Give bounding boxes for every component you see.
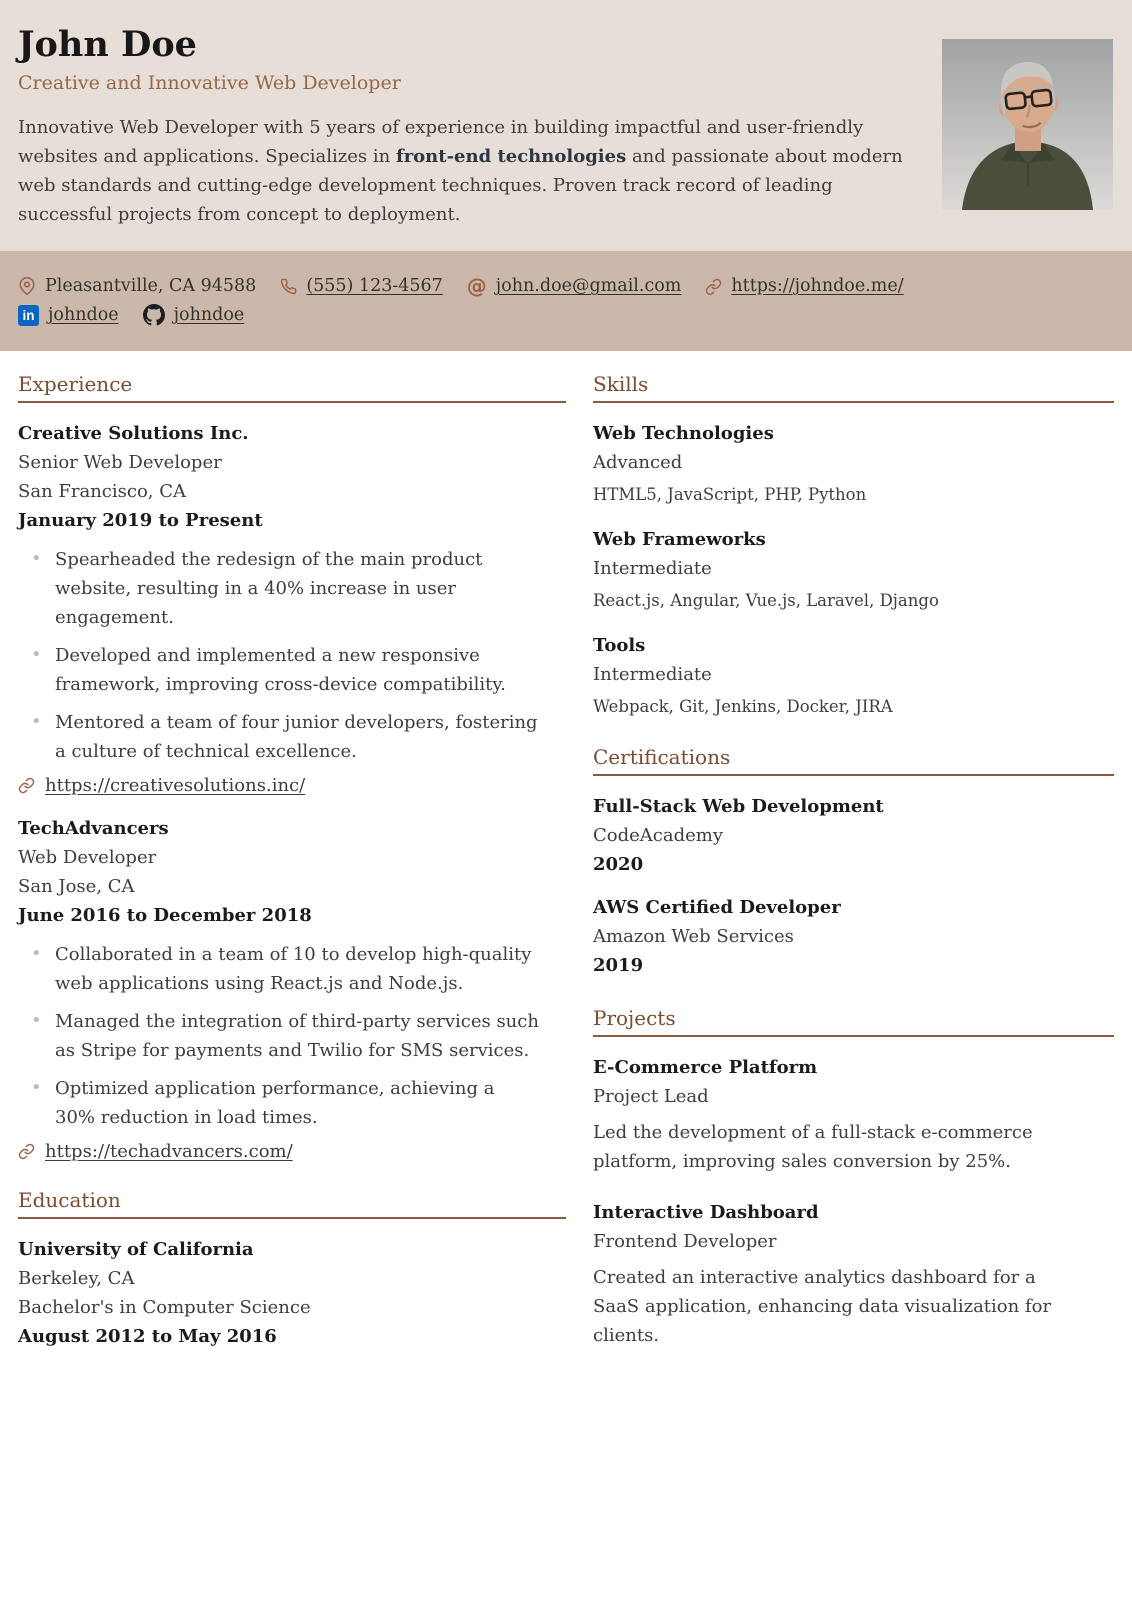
skill-group-name: Web Frameworks — [593, 529, 766, 550]
certification-issuer: Amazon Web Services — [593, 926, 794, 947]
achievement-item: • Managed the integration of third-party services such as Stripe for payments and Twilio for SMS services. — [18, 1007, 566, 1065]
linkedin-icon: in — [18, 305, 39, 326]
project-role: Project Lead — [593, 1086, 709, 1107]
github-username: johndoe — [173, 305, 245, 325]
contact-row-primary — [18, 276, 1114, 296]
company-name: TechAdvancers — [18, 818, 169, 839]
projects-title: Projects — [593, 1006, 1114, 1037]
location-item — [18, 276, 256, 296]
linkedin-username: johndoe — [48, 305, 119, 325]
project-item — [593, 1198, 1114, 1350]
contact-row-social — [18, 304, 1114, 326]
email-link[interactable] — [467, 276, 682, 296]
skills-title: Skills — [593, 372, 1114, 403]
degree: Bachelor's in Computer Science — [18, 1297, 311, 1318]
left-column — [18, 372, 566, 1377]
skill-group-name: Web Technologies — [593, 423, 774, 444]
project-name: Interactive Dashboard — [593, 1202, 819, 1223]
certification-item — [593, 893, 1114, 980]
certification-issuer: CodeAcademy — [593, 825, 724, 846]
resume-header — [0, 0, 1132, 251]
education-title: Education — [18, 1188, 566, 1219]
github-link[interactable] — [143, 304, 245, 326]
certification-item — [593, 792, 1114, 879]
certification-year: 2020 — [593, 854, 644, 875]
skills-section — [593, 372, 1114, 719]
skill-group — [593, 419, 1114, 507]
project-name: E-Commerce Platform — [593, 1057, 818, 1078]
experience-title: Experience — [18, 372, 566, 403]
company-link-row — [18, 775, 566, 796]
achievement-item: • Developed and implemented a new responsive framework, improving cross-device compatibility. — [18, 641, 566, 699]
skill-keywords: Webpack, Git, Jenkins, Docker, JIRA — [593, 697, 893, 716]
education-dates: August 2012 to May 2016 — [18, 1326, 277, 1347]
skill-group — [593, 631, 1114, 719]
company-link-row — [18, 1141, 566, 1162]
skill-level: Advanced — [593, 452, 683, 473]
link-icon — [18, 1143, 35, 1160]
certification-year: 2019 — [593, 955, 644, 976]
school-location: Berkeley, CA — [18, 1268, 135, 1289]
summary-text: and passionate about modern web standards and cutting-edge development techniques. Proven track record of leading successful projects from concept to deployment. — [18, 145, 903, 225]
location-text: Pleasantville, CA 94588 — [45, 276, 257, 296]
project-description: Led the development of a full-stack e-commerce platform, improving sales conversion by 25%. — [593, 1122, 1033, 1172]
dates: June 2016 to December 2018 — [18, 905, 312, 926]
experience-entry — [18, 814, 566, 1162]
projects-section — [593, 1006, 1114, 1350]
phone-icon — [280, 278, 297, 295]
github-icon — [143, 304, 165, 326]
skill-level: Intermediate — [593, 558, 712, 579]
achievement-item: • Optimized application performance, achieving a 30% reduction in load times. — [18, 1074, 566, 1132]
dates: January 2019 to Present — [18, 510, 263, 531]
company-url[interactable]: https://techadvancers.com/ — [45, 1141, 293, 1162]
resume-body — [0, 351, 1132, 1377]
summary-bold-phrase: front-end technologies — [395, 145, 627, 167]
website-link[interactable] — [705, 276, 903, 296]
summary-text: Innovative Web Developer with 5 years of experience in building impactful and user-friendly websites and applications. Specializes in — [18, 116, 864, 167]
person-name: John Doe — [18, 24, 197, 65]
link-icon — [18, 777, 35, 794]
linkedin-link[interactable] — [18, 305, 119, 326]
link-icon — [705, 278, 722, 295]
website-text: https://johndoe.me/ — [731, 276, 904, 296]
achievement-item: • Mentored a team of four junior developers, fostering a culture of technical excellence. — [18, 708, 566, 766]
phone-link[interactable] — [280, 276, 442, 296]
experience-entry — [18, 419, 566, 796]
company-url[interactable]: https://creativesolutions.inc/ — [45, 775, 306, 796]
skill-keywords: React.js, Angular, Vue.js, Laravel, Django — [593, 591, 939, 610]
profile-photo — [942, 39, 1113, 210]
summary — [18, 113, 906, 229]
skill-group-name: Tools — [593, 635, 646, 656]
project-description: Created an interactive analytics dashboard for a SaaS application, enhancing data visualization for clients. — [593, 1267, 1052, 1346]
certification-name: Full-Stack Web Development — [593, 796, 884, 817]
achievement-item: • Collaborated in a team of 10 to develop high-quality web applications using React.js and Node.js. — [18, 940, 566, 998]
project-item — [593, 1053, 1114, 1176]
skill-group — [593, 525, 1114, 613]
achievement-list — [18, 545, 566, 766]
skill-keywords: HTML5, JavaScript, PHP, Python — [593, 485, 867, 504]
email-text: john.doe@gmail.com — [495, 276, 682, 296]
work-location: San Jose, CA — [18, 876, 135, 897]
company-name: Creative Solutions Inc. — [18, 423, 249, 444]
certifications-title: Certifications — [593, 745, 1114, 776]
job-title: Creative and Innovative Web Developer — [18, 71, 401, 94]
portrait-illustration — [942, 39, 1113, 210]
school-name: University of California — [18, 1239, 254, 1260]
work-location: San Francisco, CA — [18, 481, 187, 502]
role: Web Developer — [18, 847, 157, 868]
achievement-item: • Spearheaded the redesign of the main product website, resulting in a 40% increase in user engagement. — [18, 545, 566, 632]
phone-text: (555) 123-4567 — [306, 276, 443, 296]
education-section — [18, 1188, 566, 1351]
certifications-section — [593, 745, 1114, 980]
location-pin-icon — [18, 277, 36, 295]
certification-name: AWS Certified Developer — [593, 897, 841, 918]
role: Senior Web Developer — [18, 452, 222, 473]
at-icon: @ — [466, 274, 487, 298]
achievement-list — [18, 940, 566, 1132]
right-column — [593, 372, 1114, 1377]
project-role: Frontend Developer — [593, 1231, 777, 1252]
contact-bar — [0, 251, 1132, 351]
skill-level: Intermediate — [593, 664, 712, 685]
experience-section — [18, 372, 566, 1162]
